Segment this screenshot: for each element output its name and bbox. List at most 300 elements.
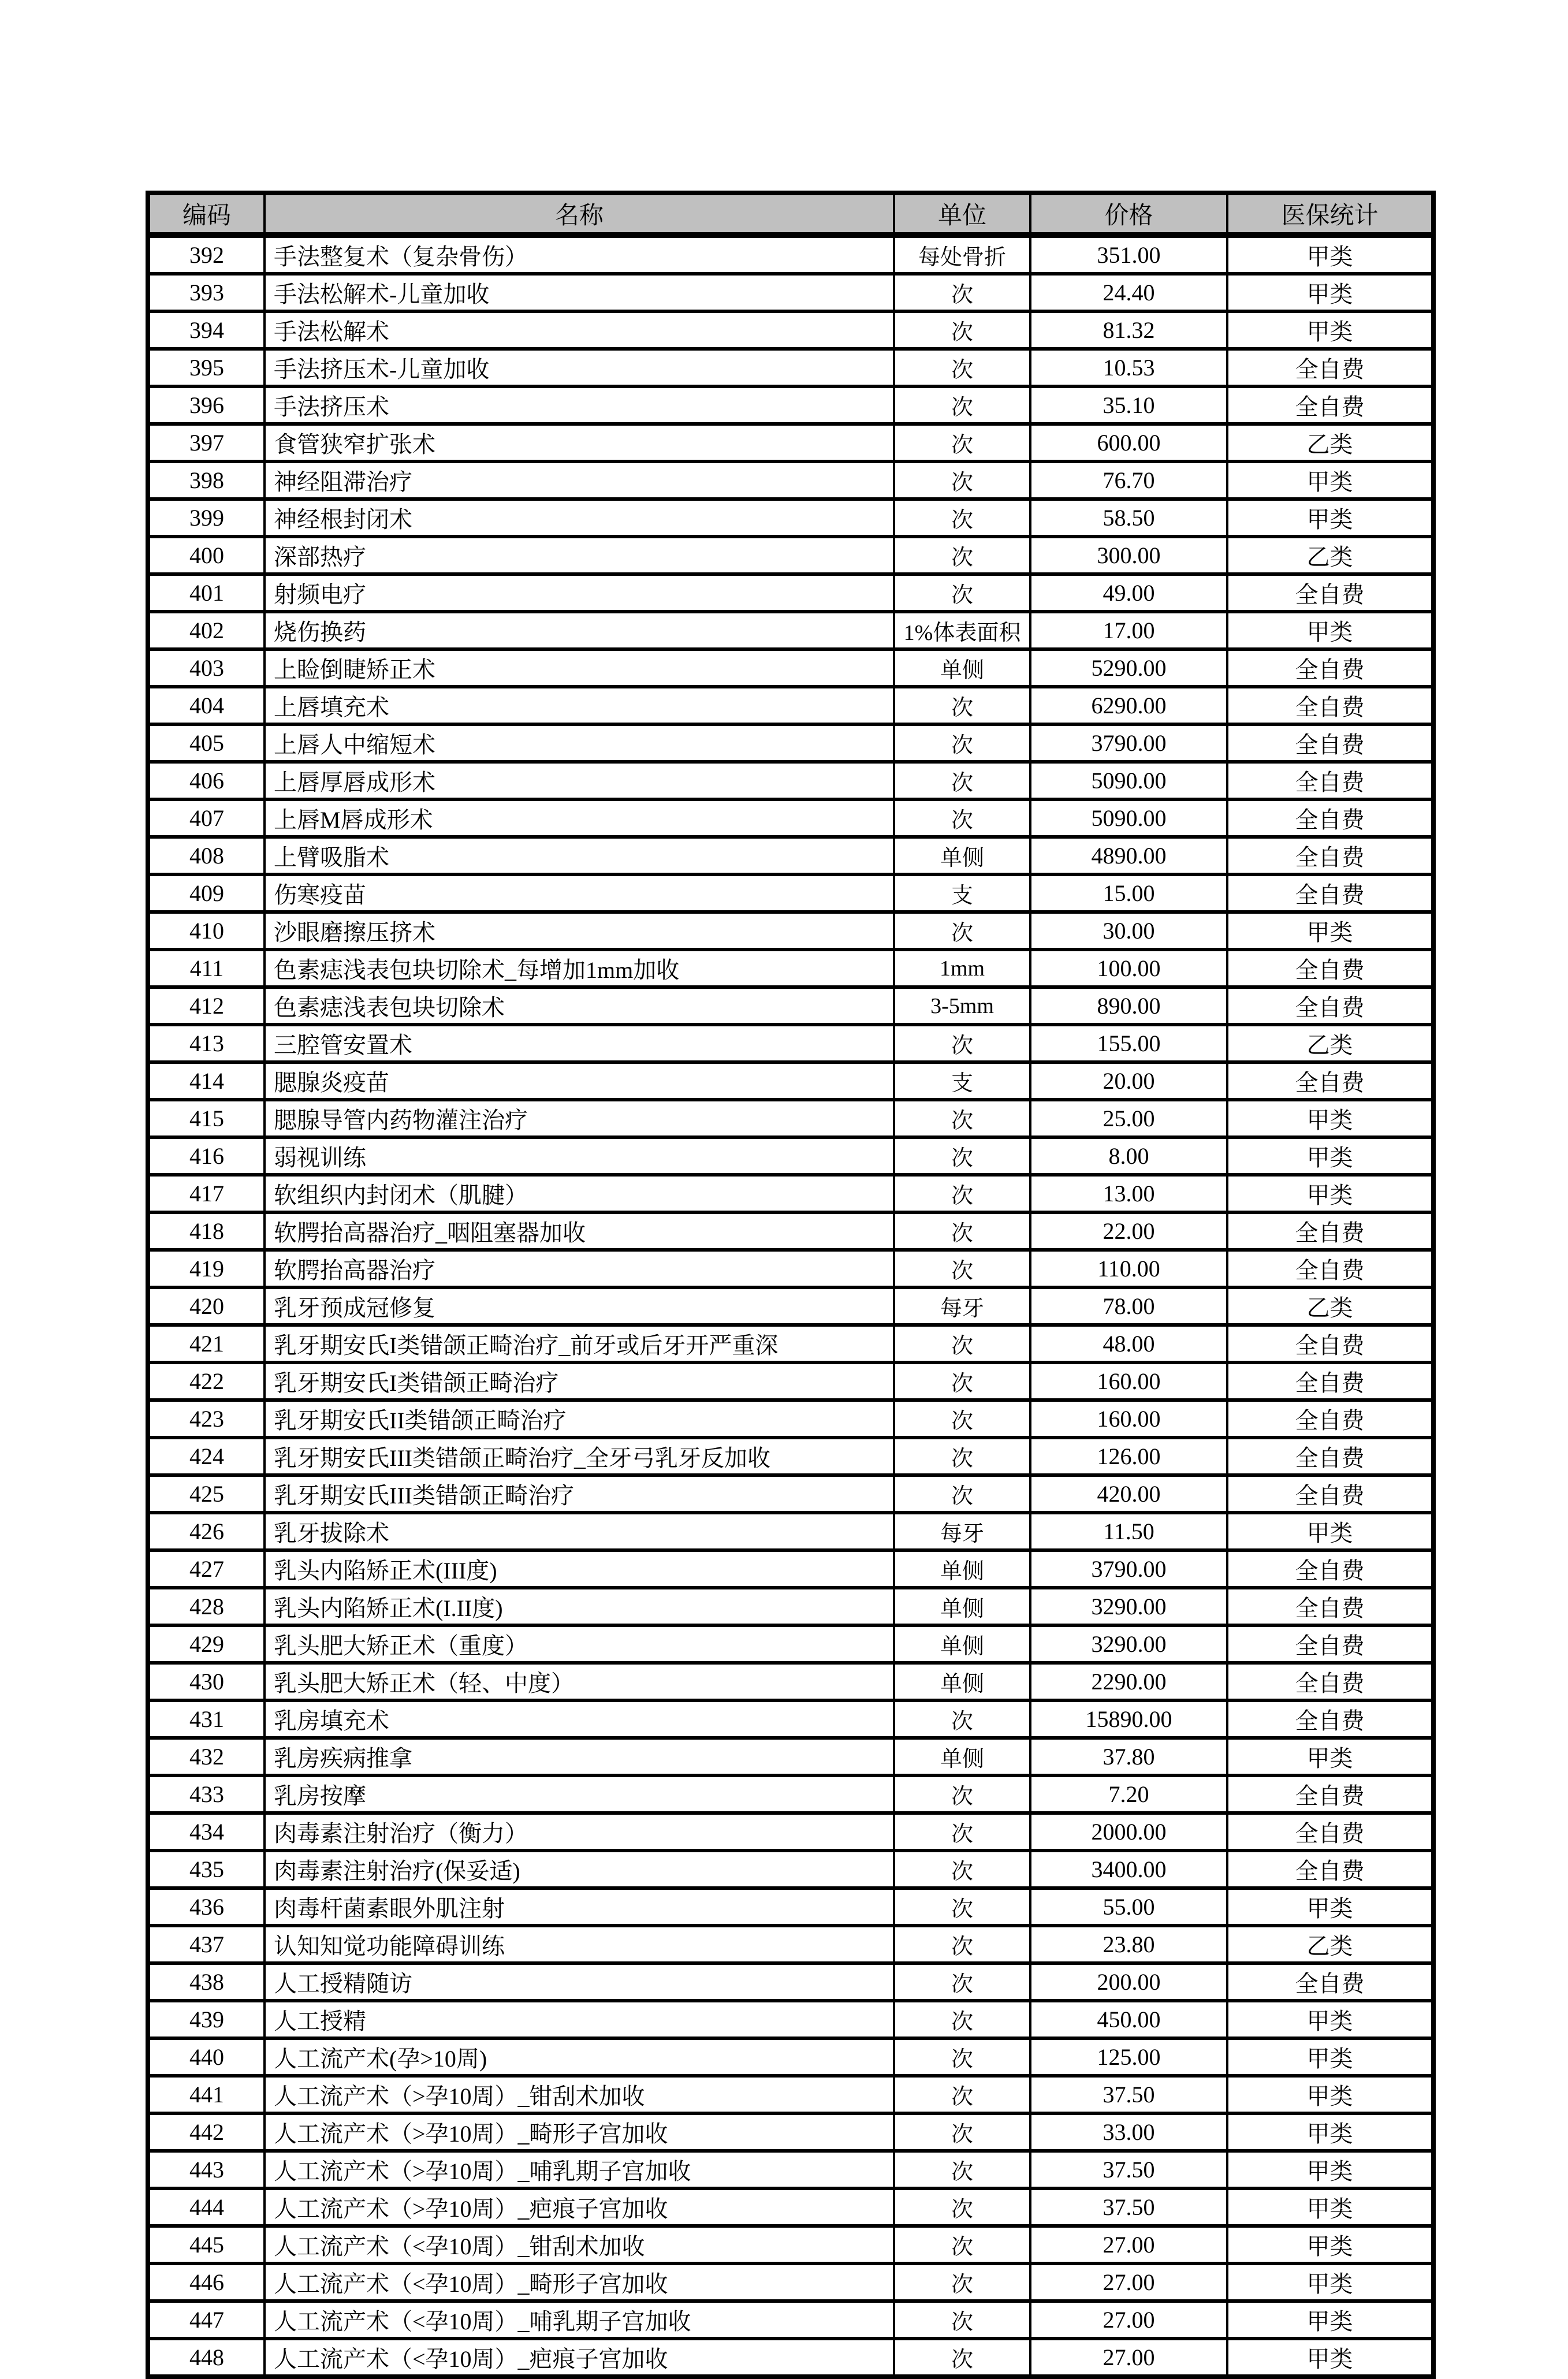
table-row [148, 1362, 1433, 1400]
cell-insurance-category: 全自费 [1227, 1663, 1433, 1700]
cell-unit: 次 [894, 1888, 1030, 1926]
cell-code: 434 [148, 1813, 265, 1851]
cell-price: 110.00 [1030, 1250, 1227, 1287]
cell-unit: 单侧 [894, 837, 1030, 874]
cell-price: 55.00 [1030, 1888, 1227, 1926]
table-body [148, 235, 1433, 2377]
cell-code: 401 [148, 574, 265, 612]
cell-price: 33.00 [1030, 2113, 1227, 2151]
cell-price: 155.00 [1030, 1025, 1227, 1062]
cell-code: 427 [148, 1550, 265, 1588]
table-row [148, 687, 1433, 724]
cell-code: 414 [148, 1062, 265, 1100]
cell-code: 428 [148, 1588, 265, 1625]
cell-price: 27.00 [1030, 2339, 1227, 2377]
cell-price: 48.00 [1030, 1325, 1227, 1362]
cell-price: 6290.00 [1030, 687, 1227, 724]
cell-unit: 次 [894, 1700, 1030, 1738]
cell-insurance-category: 甲类 [1227, 1137, 1433, 1175]
cell-name: 人工流产术（<孕10周）_疤痕子宫加收 [265, 2339, 894, 2377]
cell-insurance-category: 甲类 [1227, 2226, 1433, 2263]
table-row [148, 1287, 1433, 1325]
cell-code: 423 [148, 1400, 265, 1438]
cell-price: 37.50 [1030, 2151, 1227, 2188]
cell-unit: 次 [894, 2263, 1030, 2301]
table-row [148, 349, 1433, 386]
cell-unit: 次 [894, 274, 1030, 311]
cell-name: 软组织内封闭术（肌腱） [265, 1175, 894, 1212]
table-row [148, 1851, 1433, 1888]
cell-insurance-category: 甲类 [1227, 461, 1433, 499]
cell-price: 15890.00 [1030, 1700, 1227, 1738]
cell-name: 乳房疾病推拿 [265, 1738, 894, 1775]
cell-name: 乳头内陷矫正术(I.II度) [265, 1588, 894, 1625]
cell-unit: 次 [894, 1325, 1030, 1362]
cell-code: 415 [148, 1100, 265, 1137]
table-row [148, 1888, 1433, 1926]
table-row [148, 874, 1433, 912]
cell-code: 402 [148, 612, 265, 649]
cell-name: 食管狭窄扩张术 [265, 424, 894, 461]
cell-price: 300.00 [1030, 537, 1227, 574]
cell-unit: 每牙 [894, 1513, 1030, 1550]
cell-unit: 次 [894, 1100, 1030, 1137]
cell-name: 手法松解术-儿童加收 [265, 274, 894, 311]
cell-name: 人工授精随访 [265, 1963, 894, 2001]
cell-price: 160.00 [1030, 1362, 1227, 1400]
col-header-code: 编码 [148, 193, 265, 235]
cell-price: 126.00 [1030, 1438, 1227, 1475]
cell-insurance-category: 全自费 [1227, 762, 1433, 799]
cell-price: 24.40 [1030, 274, 1227, 311]
cell-price: 25.00 [1030, 1100, 1227, 1137]
cell-unit: 次 [894, 1438, 1030, 1475]
table-row [148, 1775, 1433, 1813]
cell-price: 49.00 [1030, 574, 1227, 612]
table-row [148, 574, 1433, 612]
cell-code: 394 [148, 311, 265, 349]
table-row [148, 1926, 1433, 1963]
cell-unit: 次 [894, 424, 1030, 461]
cell-code: 395 [148, 349, 265, 386]
cell-code: 399 [148, 499, 265, 537]
table-row [148, 1813, 1433, 1851]
cell-code: 398 [148, 461, 265, 499]
cell-code: 447 [148, 2301, 265, 2339]
cell-insurance-category: 甲类 [1227, 2113, 1433, 2151]
cell-price: 2000.00 [1030, 1813, 1227, 1851]
cell-price: 125.00 [1030, 2038, 1227, 2076]
cell-insurance-category: 全自费 [1227, 649, 1433, 687]
cell-insurance-category: 甲类 [1227, 912, 1433, 950]
cell-unit: 次 [894, 1400, 1030, 1438]
cell-insurance-category: 全自费 [1227, 1851, 1433, 1888]
cell-code: 445 [148, 2226, 265, 2263]
cell-name: 人工流产术（>孕10周）_哺乳期子宫加收 [265, 2151, 894, 2188]
cell-insurance-category: 全自费 [1227, 799, 1433, 837]
cell-code: 439 [148, 2001, 265, 2038]
cell-name: 腮腺炎疫苗 [265, 1062, 894, 1100]
cell-price: 600.00 [1030, 424, 1227, 461]
cell-name: 手法挤压术-儿童加收 [265, 349, 894, 386]
table-row [148, 1475, 1433, 1513]
cell-insurance-category: 甲类 [1227, 2339, 1433, 2377]
table-row [148, 1025, 1433, 1062]
cell-code: 407 [148, 799, 265, 837]
cell-code: 420 [148, 1287, 265, 1325]
cell-price: 30.00 [1030, 912, 1227, 950]
cell-insurance-category: 全自费 [1227, 1362, 1433, 1400]
table-row [148, 987, 1433, 1025]
cell-price: 351.00 [1030, 235, 1227, 274]
cell-code: 443 [148, 2151, 265, 2188]
cell-insurance-category: 甲类 [1227, 499, 1433, 537]
cell-name: 人工流产术（>孕10周）_钳刮术加收 [265, 2076, 894, 2113]
cell-unit: 次 [894, 1926, 1030, 1963]
cell-name: 手法挤压术 [265, 386, 894, 424]
cell-unit: 次 [894, 2188, 1030, 2226]
cell-code: 431 [148, 1700, 265, 1738]
cell-unit: 次 [894, 2076, 1030, 2113]
cell-insurance-category: 全自费 [1227, 837, 1433, 874]
cell-code: 392 [148, 235, 265, 274]
table-row [148, 274, 1433, 311]
table-row [148, 235, 1433, 274]
table-row [148, 2001, 1433, 2038]
cell-code: 412 [148, 987, 265, 1025]
col-header-price: 价格 [1030, 193, 1227, 235]
cell-price: 27.00 [1030, 2226, 1227, 2263]
cell-insurance-category: 全自费 [1227, 1438, 1433, 1475]
cell-unit: 单侧 [894, 1588, 1030, 1625]
table-row [148, 499, 1433, 537]
cell-name: 乳牙期安氏I类错颌正畸治疗 [265, 1362, 894, 1400]
cell-unit: 单侧 [894, 1625, 1030, 1663]
cell-price: 10.53 [1030, 349, 1227, 386]
cell-insurance-category: 全自费 [1227, 950, 1433, 987]
cell-unit: 支 [894, 874, 1030, 912]
header-row [148, 193, 1433, 235]
cell-price: 20.00 [1030, 1062, 1227, 1100]
cell-code: 393 [148, 274, 265, 311]
cell-price: 5290.00 [1030, 649, 1227, 687]
cell-name: 上唇M唇成形术 [265, 799, 894, 837]
table-row [148, 1062, 1433, 1100]
cell-price: 22.00 [1030, 1212, 1227, 1250]
table-row [148, 311, 1433, 349]
cell-price: 3400.00 [1030, 1851, 1227, 1888]
cell-code: 413 [148, 1025, 265, 1062]
cell-name: 三腔管安置术 [265, 1025, 894, 1062]
cell-name: 人工流产术（<孕10周）_钳刮术加收 [265, 2226, 894, 2263]
cell-price: 890.00 [1030, 987, 1227, 1025]
cell-code: 418 [148, 1212, 265, 1250]
cell-unit: 次 [894, 687, 1030, 724]
cell-insurance-category: 甲类 [1227, 2151, 1433, 2188]
cell-insurance-category: 全自费 [1227, 1475, 1433, 1513]
cell-insurance-category: 全自费 [1227, 349, 1433, 386]
cell-unit: 单侧 [894, 649, 1030, 687]
cell-price: 450.00 [1030, 2001, 1227, 2038]
table-row [148, 799, 1433, 837]
cell-code: 396 [148, 386, 265, 424]
cell-unit: 次 [894, 349, 1030, 386]
cell-price: 3790.00 [1030, 724, 1227, 762]
col-header-name: 名称 [265, 193, 894, 235]
cell-code: 405 [148, 724, 265, 762]
cell-code: 422 [148, 1362, 265, 1400]
cell-unit: 次 [894, 1250, 1030, 1287]
cell-name: 腮腺导管内药物灌注治疗 [265, 1100, 894, 1137]
cell-code: 416 [148, 1137, 265, 1175]
cell-name: 人工授精 [265, 2001, 894, 2038]
cell-insurance-category: 全自费 [1227, 1775, 1433, 1813]
cell-price: 76.70 [1030, 461, 1227, 499]
cell-price: 3290.00 [1030, 1625, 1227, 1663]
cell-insurance-category: 甲类 [1227, 2001, 1433, 2038]
cell-insurance-category: 乙类 [1227, 1287, 1433, 1325]
cell-price: 5090.00 [1030, 762, 1227, 799]
cell-name: 人工流产术（>孕10周）_疤痕子宫加收 [265, 2188, 894, 2226]
table-row [148, 837, 1433, 874]
cell-name: 软腭抬高器治疗_咽阻塞器加收 [265, 1212, 894, 1250]
cell-name: 人工流产术（>孕10周）_畸形子宫加收 [265, 2113, 894, 2151]
cell-code: 442 [148, 2113, 265, 2151]
cell-insurance-category: 甲类 [1227, 2188, 1433, 2226]
table-row [148, 1963, 1433, 2001]
cell-insurance-category: 乙类 [1227, 537, 1433, 574]
cell-unit: 支 [894, 1062, 1030, 1100]
cell-price: 13.00 [1030, 1175, 1227, 1212]
cell-name: 肉毒杆菌素眼外肌注射 [265, 1888, 894, 1926]
cell-insurance-category: 甲类 [1227, 1100, 1433, 1137]
cell-code: 421 [148, 1325, 265, 1362]
cell-name: 乳牙拔除术 [265, 1513, 894, 1550]
cell-code: 437 [148, 1926, 265, 1963]
cell-name: 乳牙预成冠修复 [265, 1287, 894, 1325]
cell-name: 色素痣浅表包块切除术_每增加1mm加收 [265, 950, 894, 987]
cell-unit: 每牙 [894, 1287, 1030, 1325]
cell-price: 160.00 [1030, 1400, 1227, 1438]
table-row [148, 1175, 1433, 1212]
cell-unit: 次 [894, 574, 1030, 612]
cell-insurance-category: 全自费 [1227, 1325, 1433, 1362]
cell-price: 200.00 [1030, 1963, 1227, 2001]
cell-code: 403 [148, 649, 265, 687]
table-row [148, 1513, 1433, 1550]
cell-insurance-category: 全自费 [1227, 687, 1433, 724]
cell-insurance-category: 甲类 [1227, 1738, 1433, 1775]
cell-unit: 次 [894, 2226, 1030, 2263]
table-row [148, 2339, 1433, 2377]
cell-unit: 次 [894, 461, 1030, 499]
cell-insurance-category: 全自费 [1227, 1400, 1433, 1438]
cell-price: 15.00 [1030, 874, 1227, 912]
cell-name: 肉毒素注射治疗(保妥适) [265, 1851, 894, 1888]
cell-insurance-category: 乙类 [1227, 1926, 1433, 1963]
cell-name: 手法松解术 [265, 311, 894, 349]
cell-unit: 单侧 [894, 1663, 1030, 1700]
cell-unit: 1mm [894, 950, 1030, 987]
cell-price: 3290.00 [1030, 1588, 1227, 1625]
cell-name: 射频电疗 [265, 574, 894, 612]
cell-insurance-category: 全自费 [1227, 1625, 1433, 1663]
cell-insurance-category: 全自费 [1227, 1062, 1433, 1100]
cell-unit: 次 [894, 499, 1030, 537]
cell-name: 乳房填充术 [265, 1700, 894, 1738]
cell-insurance-category: 甲类 [1227, 1888, 1433, 1926]
table-row [148, 2038, 1433, 2076]
cell-unit: 次 [894, 724, 1030, 762]
cell-code: 436 [148, 1888, 265, 1926]
cell-unit: 次 [894, 799, 1030, 837]
table-row [148, 2263, 1433, 2301]
cell-price: 37.80 [1030, 1738, 1227, 1775]
cell-code: 397 [148, 424, 265, 461]
cell-name: 肉毒素注射治疗（衡力） [265, 1813, 894, 1851]
cell-name: 乳房按摩 [265, 1775, 894, 1813]
cell-code: 440 [148, 2038, 265, 2076]
cell-insurance-category: 全自费 [1227, 874, 1433, 912]
cell-unit: 次 [894, 1475, 1030, 1513]
cell-unit: 次 [894, 1963, 1030, 2001]
cell-name: 上唇填充术 [265, 687, 894, 724]
cell-insurance-category: 全自费 [1227, 1212, 1433, 1250]
cell-unit: 次 [894, 1362, 1030, 1400]
cell-name: 人工流产术（<孕10周）_畸形子宫加收 [265, 2263, 894, 2301]
cell-code: 408 [148, 837, 265, 874]
cell-unit: 次 [894, 1775, 1030, 1813]
cell-unit: 次 [894, 912, 1030, 950]
cell-unit: 次 [894, 2038, 1030, 2076]
cell-code: 400 [148, 537, 265, 574]
table-row [148, 2188, 1433, 2226]
table-row [148, 649, 1433, 687]
cell-price: 27.00 [1030, 2301, 1227, 2339]
table-row [148, 1663, 1433, 1700]
cell-unit: 次 [894, 2151, 1030, 2188]
cell-name: 烧伤换药 [265, 612, 894, 649]
col-header-unit: 单位 [894, 193, 1030, 235]
cell-unit: 次 [894, 2001, 1030, 2038]
cell-insurance-category: 甲类 [1227, 1175, 1433, 1212]
table-row [148, 1325, 1433, 1362]
cell-unit: 次 [894, 311, 1030, 349]
cell-price: 100.00 [1030, 950, 1227, 987]
cell-price: 17.00 [1030, 612, 1227, 649]
cell-name: 神经根封闭术 [265, 499, 894, 537]
cell-code: 409 [148, 874, 265, 912]
cell-code: 429 [148, 1625, 265, 1663]
cell-unit: 单侧 [894, 1738, 1030, 1775]
cell-insurance-category: 甲类 [1227, 311, 1433, 349]
cell-price: 78.00 [1030, 1287, 1227, 1325]
cell-name: 乳牙期安氏III类错颌正畸治疗 [265, 1475, 894, 1513]
cell-price: 23.80 [1030, 1926, 1227, 1963]
cell-insurance-category: 甲类 [1227, 2263, 1433, 2301]
cell-name: 深部热疗 [265, 537, 894, 574]
cell-code: 406 [148, 762, 265, 799]
table-row [148, 1625, 1433, 1663]
cell-code: 444 [148, 2188, 265, 2226]
table-row [148, 2151, 1433, 2188]
table-row [148, 2076, 1433, 2113]
cell-name: 上睑倒睫矫正术 [265, 649, 894, 687]
cell-insurance-category: 全自费 [1227, 386, 1433, 424]
table-row [148, 1212, 1433, 1250]
table-row [148, 1588, 1433, 1625]
table-row [148, 1250, 1433, 1287]
table-row [148, 1700, 1433, 1738]
cell-insurance-category: 全自费 [1227, 1963, 1433, 2001]
table-row [148, 1100, 1433, 1137]
cell-name: 乳头肥大矫正术（重度） [265, 1625, 894, 1663]
cell-code: 417 [148, 1175, 265, 1212]
cell-unit: 次 [894, 1175, 1030, 1212]
cell-insurance-category: 甲类 [1227, 274, 1433, 311]
cell-insurance-category: 甲类 [1227, 1513, 1433, 1550]
cell-code: 425 [148, 1475, 265, 1513]
cell-price: 81.32 [1030, 311, 1227, 349]
cell-name: 乳头内陷矫正术(III度) [265, 1550, 894, 1588]
cell-insurance-category: 甲类 [1227, 612, 1433, 649]
cell-code: 438 [148, 1963, 265, 2001]
cell-price: 420.00 [1030, 1475, 1227, 1513]
cell-insurance-category: 全自费 [1227, 574, 1433, 612]
cell-name: 人工流产术(孕>10周) [265, 2038, 894, 2076]
cell-code: 435 [148, 1851, 265, 1888]
cell-code: 411 [148, 950, 265, 987]
table-row [148, 461, 1433, 499]
cell-insurance-category: 全自费 [1227, 1588, 1433, 1625]
cell-name: 乳牙期安氏II类错颌正畸治疗 [265, 1400, 894, 1438]
cell-unit: 次 [894, 762, 1030, 799]
cell-name: 手法整复术（复杂骨伤） [265, 235, 894, 274]
cell-price: 11.50 [1030, 1513, 1227, 1550]
cell-code: 441 [148, 2076, 265, 2113]
cell-price: 3790.00 [1030, 1550, 1227, 1588]
cell-price: 58.50 [1030, 499, 1227, 537]
cell-price: 5090.00 [1030, 799, 1227, 837]
table-row [148, 1550, 1433, 1588]
cell-insurance-category: 甲类 [1227, 2038, 1433, 2076]
cell-unit: 次 [894, 1025, 1030, 1062]
cell-name: 上唇厚唇成形术 [265, 762, 894, 799]
cell-code: 446 [148, 2263, 265, 2301]
cell-unit: 每处骨折 [894, 235, 1030, 274]
medical-price-table [146, 191, 1436, 2379]
cell-unit: 次 [894, 386, 1030, 424]
cell-name: 乳牙期安氏I类错颌正畸治疗_前牙或后牙开严重深 [265, 1325, 894, 1362]
cell-price: 4890.00 [1030, 837, 1227, 874]
cell-code: 448 [148, 2339, 265, 2377]
table-row [148, 1400, 1433, 1438]
cell-price: 37.50 [1030, 2076, 1227, 2113]
cell-code: 430 [148, 1663, 265, 1700]
cell-unit: 次 [894, 1851, 1030, 1888]
cell-code: 432 [148, 1738, 265, 1775]
cell-unit: 3-5mm [894, 987, 1030, 1025]
table-row [148, 537, 1433, 574]
cell-name: 乳牙期安氏III类错颌正畸治疗_全牙弓乳牙反加收 [265, 1438, 894, 1475]
cell-unit: 次 [894, 1212, 1030, 1250]
cell-insurance-category: 全自费 [1227, 1250, 1433, 1287]
cell-unit: 次 [894, 2339, 1030, 2377]
cell-name: 认知知觉功能障碍训练 [265, 1926, 894, 1963]
cell-insurance-category: 乙类 [1227, 1025, 1433, 1062]
cell-insurance-category: 甲类 [1227, 2076, 1433, 2113]
cell-code: 426 [148, 1513, 265, 1550]
